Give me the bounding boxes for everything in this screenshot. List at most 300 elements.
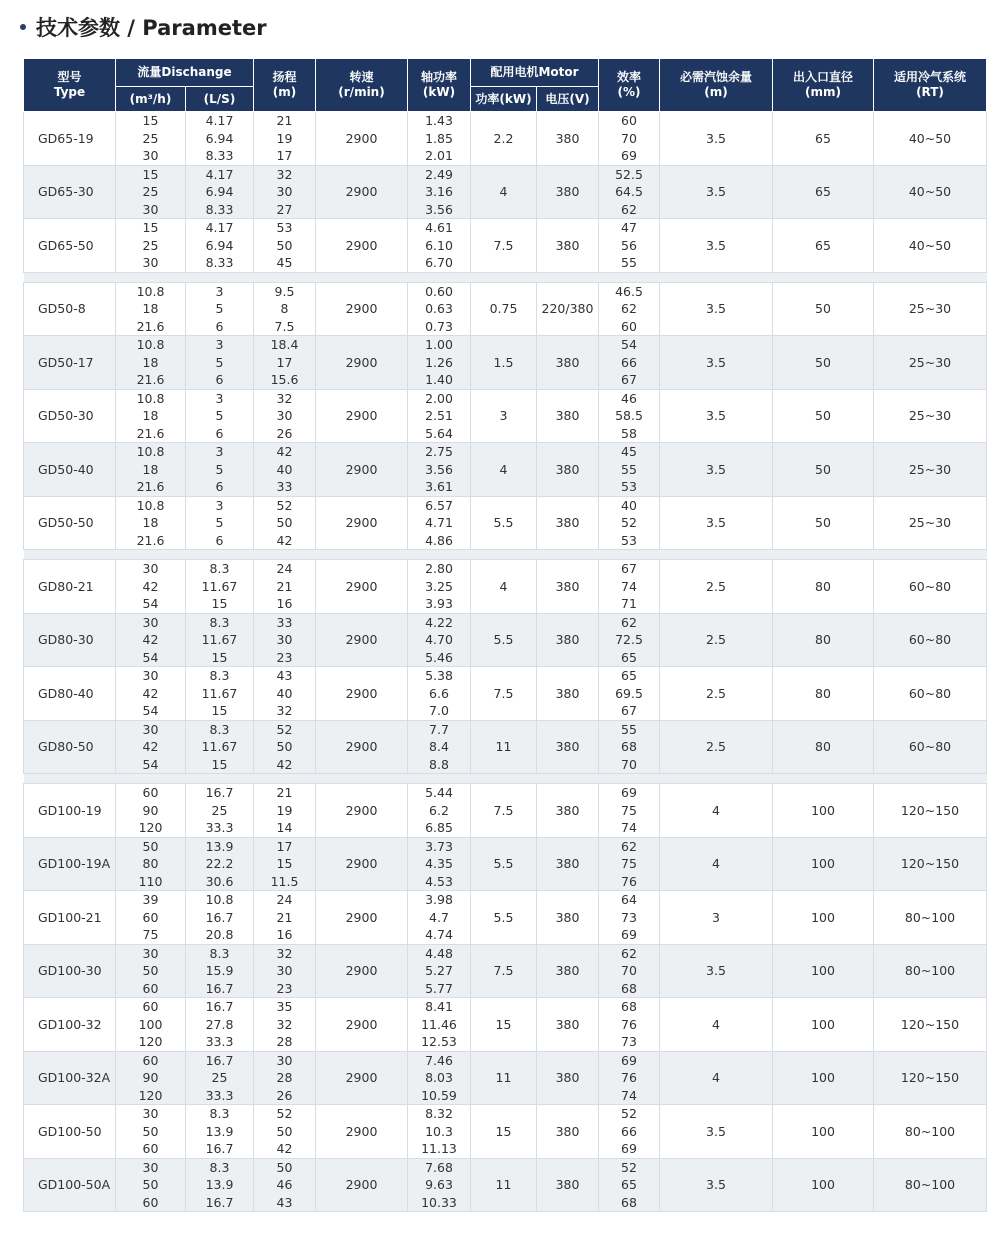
- cell-value: 76: [621, 1016, 637, 1032]
- cell-flow-m3h: [116, 784, 186, 838]
- cell-value: 50: [276, 1159, 293, 1175]
- cell-value: 50: [142, 1177, 159, 1192]
- cell-value: 10.8: [136, 337, 165, 352]
- cell-shaft-power: [408, 944, 471, 998]
- cell-value: 6.94: [205, 237, 234, 253]
- cell-cooling-system: 80~100: [874, 1158, 987, 1212]
- cell-value: 8.8: [429, 756, 449, 772]
- cell-value: 43: [276, 1194, 293, 1210]
- cell-efficiency: [599, 667, 660, 721]
- cell-model: GD50-17: [24, 336, 116, 390]
- cell-value: 8.32: [425, 1106, 453, 1121]
- cell-motor-voltage: 380: [537, 998, 599, 1052]
- cell-value: 7.68: [425, 1159, 453, 1175]
- cell-value: 62: [621, 945, 637, 961]
- cell-model: GD100-21: [24, 891, 116, 945]
- cell-efficiency: [599, 560, 660, 614]
- cell-value: 16.7: [205, 1141, 234, 1156]
- cell-flow-ls: [186, 443, 254, 497]
- cell-diameter: 80: [773, 667, 874, 721]
- cell-npsh: 4: [660, 837, 773, 891]
- cell-value: 17: [276, 354, 293, 370]
- cell-head: [254, 1158, 316, 1212]
- cell-value: 8.3: [209, 1159, 230, 1175]
- cell-cooling-system: 40~50: [874, 165, 987, 219]
- cell-value: 30: [142, 255, 159, 270]
- cell-value: 69: [621, 785, 637, 800]
- cell-value: 39: [142, 892, 159, 907]
- cell-value: 21.6: [136, 425, 165, 441]
- header-flow-m3h: (m³/h): [116, 87, 186, 112]
- cell-motor-power: 3: [471, 389, 537, 443]
- cell-motor-power: 4: [471, 165, 537, 219]
- cell-npsh: 3.5: [660, 496, 773, 550]
- cell-value: 33.3: [205, 1034, 234, 1049]
- cell-npsh: 3.5: [660, 1105, 773, 1159]
- cell-shaft-power: [408, 443, 471, 497]
- cell-shaft-power: [408, 1051, 471, 1105]
- cell-value: 1.43: [425, 113, 453, 128]
- cell-flow-m3h: [116, 496, 186, 550]
- cell-value: 74: [621, 578, 637, 594]
- cell-value: 26: [276, 1087, 293, 1103]
- cell-flow-ls: [186, 1051, 254, 1105]
- cell-value: 25: [142, 184, 159, 199]
- cell-value: 12.53: [421, 1034, 457, 1049]
- table-row: [24, 1051, 987, 1105]
- cell-value: 75: [621, 802, 637, 818]
- cell-npsh: 2.5: [660, 720, 773, 774]
- cell-value: 16.7: [205, 909, 234, 925]
- cell-flow-ls: [186, 336, 254, 390]
- cell-value: 3.61: [425, 479, 453, 494]
- cell-flow-m3h: [116, 837, 186, 891]
- cell-value: 11.5: [270, 873, 299, 889]
- cell-value: 62: [621, 201, 637, 217]
- cell-flow-ls: [186, 667, 254, 721]
- cell-value: 69.5: [615, 685, 643, 701]
- cell-efficiency: [599, 613, 660, 667]
- cell-value: 70: [621, 756, 637, 772]
- cell-value: 90: [142, 1070, 159, 1085]
- table-row: [24, 336, 987, 390]
- cell-model: GD50-40: [24, 443, 116, 497]
- cell-value: 4.35: [425, 856, 453, 871]
- cell-value: 1.40: [425, 372, 453, 387]
- cell-cooling-system: 25~30: [874, 389, 987, 443]
- cell-value: 110: [138, 873, 163, 889]
- cell-diameter: 50: [773, 336, 874, 390]
- cell-head: [254, 219, 316, 273]
- cell-value: 15.6: [270, 372, 299, 387]
- cell-value: 5: [215, 301, 224, 316]
- cell-motor-power: 4: [471, 560, 537, 614]
- cell-efficiency: [599, 1158, 660, 1212]
- cell-speed: 2900: [316, 837, 408, 891]
- cell-value: 13.9: [205, 1177, 234, 1192]
- cell-value: 25: [142, 237, 159, 253]
- table-row: [24, 944, 987, 998]
- cell-value: 66: [621, 1123, 637, 1139]
- cell-value: 2.49: [425, 166, 453, 182]
- cell-value: 76: [621, 873, 637, 889]
- cell-head: [254, 1051, 316, 1105]
- cell-efficiency: [599, 165, 660, 219]
- cell-value: 30: [276, 184, 293, 199]
- cell-value: 13.9: [205, 838, 234, 854]
- cell-shaft-power: [408, 496, 471, 550]
- cell-value: 76: [621, 1070, 637, 1085]
- cell-value: 40: [276, 461, 293, 477]
- cell-speed: 2900: [316, 720, 408, 774]
- cell-value: 35: [276, 999, 293, 1014]
- cell-shaft-power: [408, 1158, 471, 1212]
- cell-value: 15: [142, 166, 159, 182]
- cell-value: 3: [215, 497, 224, 513]
- cell-flow-ls: [186, 891, 254, 945]
- cell-cooling-system: 25~30: [874, 443, 987, 497]
- cell-value: 62: [621, 614, 637, 630]
- table-row: [24, 282, 987, 336]
- cell-value: 0.73: [425, 318, 453, 334]
- cell-value: 10.33: [421, 1194, 457, 1210]
- cell-value: 16.7: [205, 980, 234, 996]
- cell-value: 8.3: [209, 561, 230, 576]
- cell-value: 4.70: [425, 632, 453, 647]
- cell-cooling-system: 60~80: [874, 667, 987, 721]
- table-row: [24, 720, 987, 774]
- cell-value: 4.17: [205, 220, 234, 235]
- cell-value: 30: [142, 945, 159, 961]
- cell-model: GD100-19A: [24, 837, 116, 891]
- cell-motor-power: 4: [471, 443, 537, 497]
- cell-motor-power: 7.5: [471, 944, 537, 998]
- cell-value: 25: [142, 130, 159, 146]
- cell-value: 30: [142, 561, 159, 576]
- cell-value: 18.4: [270, 337, 299, 352]
- cell-speed: 2900: [316, 998, 408, 1052]
- cell-value: 62: [621, 838, 637, 854]
- cell-flow-ls: [186, 389, 254, 443]
- cell-value: 30: [276, 1052, 293, 1068]
- cell-diameter: 100: [773, 998, 874, 1052]
- cell-value: 46: [276, 1177, 293, 1192]
- cell-efficiency: [599, 944, 660, 998]
- table-row: [24, 165, 987, 219]
- cell-npsh: 4: [660, 784, 773, 838]
- cell-value: 15: [276, 856, 293, 871]
- cell-value: 55: [621, 461, 637, 477]
- cell-model: GD80-40: [24, 667, 116, 721]
- cell-cooling-system: 80~100: [874, 1105, 987, 1159]
- table-row: [24, 112, 987, 166]
- cell-value: 75: [142, 927, 159, 942]
- cell-value: 52: [276, 497, 293, 513]
- cell-diameter: 80: [773, 720, 874, 774]
- group-separator: [24, 550, 987, 560]
- cell-value: 52: [276, 1106, 293, 1121]
- cell-flow-m3h: [116, 667, 186, 721]
- cell-motor-voltage: 380: [537, 560, 599, 614]
- cell-value: 62: [621, 301, 637, 316]
- cell-cooling-system: 120~150: [874, 837, 987, 891]
- cell-value: 4.22: [425, 614, 453, 630]
- cell-cooling-system: 120~150: [874, 784, 987, 838]
- cell-value: 10.8: [136, 283, 165, 299]
- table-row: [24, 389, 987, 443]
- cell-npsh: 4: [660, 998, 773, 1052]
- cell-motor-power: 5.5: [471, 837, 537, 891]
- cell-motor-power: 5.5: [471, 496, 537, 550]
- cell-motor-power: 7.5: [471, 219, 537, 273]
- cell-value: 22.2: [205, 856, 234, 871]
- cell-value: 68: [621, 739, 637, 754]
- cell-head: [254, 613, 316, 667]
- header-shaft-power: 轴功率 (kW): [408, 59, 471, 112]
- cell-value: 6.94: [205, 184, 234, 199]
- cell-shaft-power: [408, 667, 471, 721]
- cell-value: 30.6: [205, 873, 234, 889]
- cell-diameter: 100: [773, 1158, 874, 1212]
- cell-motor-voltage: 380: [537, 336, 599, 390]
- cell-value: 54: [142, 756, 159, 772]
- cell-value: 46: [621, 390, 637, 406]
- cell-head: [254, 784, 316, 838]
- cell-speed: 2900: [316, 891, 408, 945]
- cell-value: 42: [276, 532, 293, 548]
- cell-speed: 2900: [316, 282, 408, 336]
- cell-value: 18: [142, 408, 159, 423]
- cell-value: 9.5: [274, 283, 295, 299]
- cell-value: 5.46: [425, 649, 453, 665]
- cell-value: 3.25: [425, 578, 453, 594]
- cell-flow-ls: [186, 112, 254, 166]
- cell-diameter: 100: [773, 1051, 874, 1105]
- cell-value: 23: [276, 980, 293, 996]
- cell-diameter: 50: [773, 496, 874, 550]
- table-row: [24, 837, 987, 891]
- cell-value: 64.5: [615, 184, 643, 199]
- cell-value: 68: [621, 999, 637, 1014]
- cell-model: GD80-50: [24, 720, 116, 774]
- cell-value: 69: [621, 148, 637, 163]
- cell-value: 72.5: [615, 632, 643, 647]
- cell-value: 4.71: [425, 515, 453, 530]
- cell-diameter: 80: [773, 560, 874, 614]
- cell-motor-voltage: 380: [537, 891, 599, 945]
- cell-value: 65: [621, 1177, 637, 1192]
- cell-flow-ls: [186, 165, 254, 219]
- cell-value: 30: [142, 1106, 159, 1121]
- cell-npsh: 3.5: [660, 944, 773, 998]
- cell-efficiency: [599, 496, 660, 550]
- cell-head: [254, 336, 316, 390]
- cell-value: 6.6: [429, 685, 449, 701]
- cell-value: 5.38: [425, 668, 453, 683]
- cell-cooling-system: 80~100: [874, 944, 987, 998]
- cell-model: GD65-50: [24, 219, 116, 273]
- cell-value: 2.00: [425, 390, 453, 406]
- cell-efficiency: [599, 112, 660, 166]
- cell-shaft-power: [408, 219, 471, 273]
- cell-value: 15: [211, 756, 228, 772]
- table-row: [24, 1158, 987, 1212]
- cell-value: 1.00: [425, 337, 453, 352]
- cell-value: 16.7: [205, 785, 234, 800]
- cell-value: 60: [142, 909, 159, 925]
- cell-value: 30: [142, 148, 159, 163]
- cell-value: 8.4: [429, 739, 449, 754]
- cell-value: 70: [621, 130, 637, 146]
- table-body: [24, 112, 987, 1212]
- cell-value: 52: [621, 1106, 637, 1121]
- table-row: [24, 1105, 987, 1159]
- cell-value: 3.56: [425, 201, 453, 217]
- cell-flow-m3h: [116, 891, 186, 945]
- cell-value: 18: [142, 515, 159, 530]
- cell-model: GD100-50A: [24, 1158, 116, 1212]
- cell-shaft-power: [408, 1105, 471, 1159]
- cell-value: 60: [621, 318, 637, 334]
- cell-value: 16.7: [205, 999, 234, 1014]
- cell-cooling-system: 80~100: [874, 891, 987, 945]
- cell-value: 42: [142, 578, 159, 594]
- cell-flow-ls: [186, 998, 254, 1052]
- cell-flow-ls: [186, 1158, 254, 1212]
- cell-flow-m3h: [116, 613, 186, 667]
- table-row: [24, 219, 987, 273]
- cell-shaft-power: [408, 389, 471, 443]
- cell-value: 11.67: [201, 739, 238, 754]
- cell-flow-ls: [186, 784, 254, 838]
- cell-motor-voltage: 380: [537, 944, 599, 998]
- cell-head: [254, 667, 316, 721]
- cell-head: [254, 112, 316, 166]
- cell-value: 80: [142, 856, 159, 871]
- cell-value: 60: [142, 999, 159, 1014]
- cell-motor-voltage: 380: [537, 1051, 599, 1105]
- cell-value: 69: [621, 1052, 637, 1068]
- header-type: 型号 Type: [24, 59, 116, 112]
- cell-value: 54: [621, 337, 637, 352]
- cell-value: 32: [276, 703, 293, 718]
- cell-npsh: 3.5: [660, 219, 773, 273]
- cell-speed: 2900: [316, 560, 408, 614]
- cell-model: GD65-30: [24, 165, 116, 219]
- cell-value: 67: [621, 561, 637, 576]
- cell-value: 10.8: [205, 892, 234, 907]
- cell-motor-voltage: 380: [537, 165, 599, 219]
- cell-npsh: 2.5: [660, 667, 773, 721]
- cell-value: 60: [142, 1194, 159, 1210]
- table-row: [24, 891, 987, 945]
- cell-value: 6: [215, 479, 224, 494]
- cell-diameter: 50: [773, 282, 874, 336]
- cell-cooling-system: 40~50: [874, 112, 987, 166]
- cell-model: GD50-8: [24, 282, 116, 336]
- cell-value: 14: [276, 820, 293, 835]
- cell-cooling-system: 120~150: [874, 998, 987, 1052]
- cell-efficiency: [599, 998, 660, 1052]
- cell-value: 33: [276, 614, 293, 630]
- cell-value: 75: [621, 856, 637, 871]
- cell-cooling-system: 25~30: [874, 496, 987, 550]
- cell-value: 21.6: [136, 372, 165, 387]
- cell-value: 30: [142, 1159, 159, 1175]
- cell-model: GD100-30: [24, 944, 116, 998]
- cell-value: 6.85: [425, 820, 453, 835]
- cell-npsh: 4: [660, 1051, 773, 1105]
- cell-shaft-power: [408, 784, 471, 838]
- cell-value: 42: [142, 739, 159, 754]
- cell-value: 32: [276, 945, 293, 961]
- cell-value: 8.3: [209, 614, 230, 630]
- cell-value: 16: [276, 596, 293, 611]
- cell-value: 3.56: [425, 461, 453, 477]
- cell-diameter: 50: [773, 443, 874, 497]
- cell-value: 4.17: [205, 113, 234, 128]
- cell-value: 7.5: [274, 318, 295, 334]
- cell-value: 5.27: [425, 963, 453, 978]
- cell-value: 21: [276, 113, 293, 128]
- cell-flow-m3h: [116, 389, 186, 443]
- cell-value: 8: [280, 301, 289, 316]
- cell-value: 8.3: [209, 945, 230, 961]
- cell-value: 6: [215, 372, 224, 387]
- cell-value: 3.16: [425, 184, 453, 199]
- cell-npsh: 3.5: [660, 336, 773, 390]
- group-separator: [24, 774, 987, 784]
- cell-npsh: 3.5: [660, 112, 773, 166]
- cell-value: 73: [621, 909, 637, 925]
- cell-efficiency: [599, 219, 660, 273]
- cell-value: 74: [621, 1087, 637, 1103]
- cell-value: 11.67: [201, 578, 238, 594]
- cell-value: 52: [621, 1159, 637, 1175]
- cell-value: 67: [621, 372, 637, 387]
- cell-head: [254, 720, 316, 774]
- cell-value: 8.41: [425, 999, 453, 1014]
- cell-shaft-power: [408, 112, 471, 166]
- cell-value: 7.46: [425, 1052, 453, 1068]
- cell-speed: 2900: [316, 1158, 408, 1212]
- cell-value: 21: [276, 909, 293, 925]
- cell-value: 10.59: [421, 1087, 457, 1103]
- cell-value: 67: [621, 703, 637, 718]
- cell-value: 90: [142, 802, 159, 818]
- cell-motor-voltage: 380: [537, 720, 599, 774]
- cell-value: 0.63: [425, 301, 453, 316]
- cell-value: 52: [276, 721, 293, 737]
- cell-shaft-power: [408, 891, 471, 945]
- cell-value: 120: [138, 820, 163, 835]
- cell-value: 16.7: [205, 1052, 234, 1068]
- cell-value: 16: [276, 927, 293, 942]
- cell-efficiency: [599, 1105, 660, 1159]
- cell-value: 60: [142, 1141, 159, 1156]
- cell-motor-power: 11: [471, 1051, 537, 1105]
- cell-flow-ls: [186, 1105, 254, 1159]
- cell-value: 2.51: [425, 408, 453, 423]
- cell-value: 32: [276, 390, 293, 406]
- cell-flow-ls: [186, 282, 254, 336]
- cell-speed: 2900: [316, 112, 408, 166]
- cell-value: 5.44: [425, 785, 453, 800]
- cell-value: 1.26: [425, 354, 453, 370]
- cell-diameter: 100: [773, 944, 874, 998]
- cell-value: 24: [276, 892, 293, 907]
- header-motor-voltage: 电压(V): [537, 87, 599, 112]
